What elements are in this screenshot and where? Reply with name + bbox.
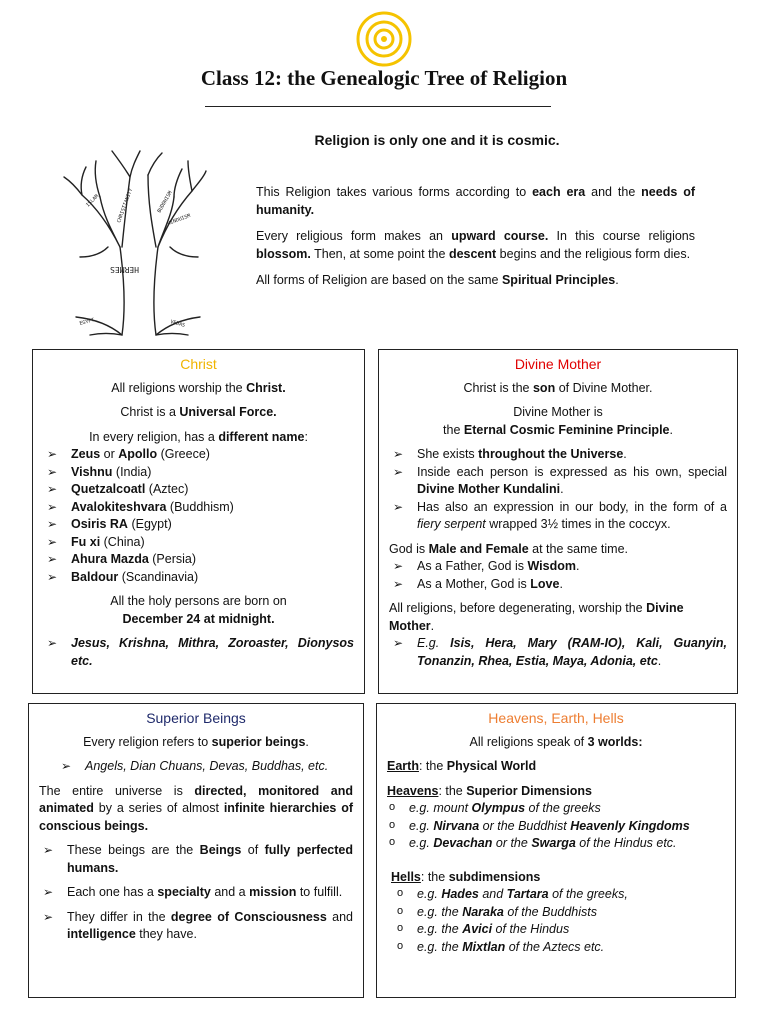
list-item: ➢ Quetzalcoatl (Aztec) [71, 481, 354, 499]
superior-beings-box [28, 703, 364, 998]
christ-line: All religions worship the Christ. [111, 380, 286, 395]
intro-text [256, 183, 695, 297]
intro-paragraph: This Religion takes various forms according to each era and the needs of humanity. [256, 185, 695, 217]
divine-mother-heading: Divine Mother [514, 356, 602, 372]
list-item: ➢ Zeus or Apollo (Greece) [71, 446, 354, 464]
list-item: ➢ As a Mother, God is Love. [417, 576, 727, 594]
list-item: o e.g. Hades and Tartara of the greeks, [417, 886, 725, 904]
svg-text:HINDUISM: HINDUISM [166, 213, 192, 227]
beings-examples [39, 758, 353, 776]
svg-text:VEDAS: VEDAS [169, 319, 186, 329]
title-divider [205, 106, 551, 107]
born-date: December 24 at midnight. [122, 611, 275, 626]
intro-paragraph: Every religious form makes an upward course. In this course religions blossom. Then, at some point the descent begins and the religious form dies. [256, 229, 696, 261]
superior-beings-heading: Superior Beings [146, 710, 246, 726]
page-subtitle: Religion is only one and it is cosmic. [314, 132, 560, 148]
heavens-line: Heavens: the Superior Dimensions [387, 783, 592, 798]
list-item: ➢ Angels, Dian Chuans, Devas, Buddhas, etc. [85, 758, 353, 776]
svg-text:EGYPT: EGYPT [78, 317, 96, 327]
hells-list [387, 886, 725, 956]
list-item: ➢ Inside each person is expressed as his own, special Divine Mother Kundalini. [417, 464, 727, 499]
degenerating-line: All religions, before degenerating, worship the Divine Mother. [389, 601, 684, 633]
worlds-line: All religions speak of 3 worlds: [469, 734, 643, 749]
christ-line: In every religion, has a different name: [89, 429, 308, 444]
hells-line: Hells: the subdimensions [391, 869, 541, 884]
holy-persons-list [43, 635, 354, 670]
christ-names-list [43, 446, 354, 586]
tree-of-religions-icon [60, 147, 208, 337]
list-item: ➢ They differ in the degree of Consciousness and intelligence they have. [67, 909, 353, 944]
list-item: ➢ These beings are the Beings of fully perfected humans. [67, 842, 353, 877]
list-item: o e.g. the Naraka of the Buddhists [417, 904, 725, 922]
universe-paragraph: The entire universe is directed, monitored and animated by a series of almost infinite hierarchies of conscious beings. [39, 783, 354, 833]
list-item: o e.g. Nirvana or the Buddhist Heavenly Kingdoms [409, 818, 725, 836]
beings-line: Every religion refers to superior beings. [83, 734, 309, 749]
svg-text:CHRISTIANITY: CHRISTIANITY [116, 187, 135, 224]
list-item: ➢ Avalokiteshvara (Buddhism) [71, 499, 354, 517]
mother-line: the Eternal Cosmic Feminine Principle. [443, 422, 673, 437]
list-item: o e.g. the Mixtlan of the Aztecs etc. [417, 939, 725, 957]
svg-text:BUDDHISM: BUDDHISM [156, 190, 174, 214]
born-line: All the holy persons are born on [110, 594, 287, 608]
divine-mother-box [378, 349, 738, 694]
god-line: God is Male and Female at the same time. [389, 541, 629, 556]
mother-line: Christ is the son of Divine Mother. [463, 380, 653, 395]
christ-line: Christ is a Universal Force. [120, 405, 277, 419]
intro-paragraph: All forms of Religion are based on the same Spiritual Principles. [256, 273, 619, 287]
list-item: ➢ Ahura Mazda (Persia) [71, 551, 354, 569]
heavens-list [387, 800, 725, 853]
list-item: ➢ Baldour (Scandinavia) [71, 569, 354, 587]
list-item: ➢ E.g. Isis, Hera, Mary (RAM-IO), Kali, Guanyin, Tonanzin, Rhea, Estia, Maya, Adonia, etc. [417, 635, 727, 670]
list-item: o e.g. mount Olympus of the greeks [409, 800, 725, 818]
list-item: ➢ Fu xi (China) [71, 534, 354, 552]
god-bullets [389, 558, 727, 593]
three-worlds-box [376, 703, 736, 998]
concentric-circles-logo-icon [355, 10, 413, 68]
list-item: o e.g. Devachan or the Swarga of the Hindus etc. [409, 835, 725, 853]
beings-bullets [39, 842, 353, 944]
list-item: ➢ Has also an expression in our body, in the form of a fiery serpent wrapped 3½ times in the coccyx. [417, 499, 727, 534]
three-worlds-heading: Heavens, Earth, Hells [488, 710, 624, 726]
mother-line: Divine Mother is [513, 405, 603, 419]
list-item: ➢ As a Father, God is Wisdom. [417, 558, 727, 576]
list-item: ➢ Each one has a specialty and a mission to fulfill. [67, 884, 353, 902]
christ-box [32, 349, 365, 694]
earth-line: Earth: the Physical World [387, 759, 537, 773]
christ-heading: Christ [180, 356, 217, 372]
svg-text:ISLAM: ISLAM [85, 193, 101, 209]
svg-text:HERMES: HERMES [110, 265, 139, 274]
page-title: Class 12: the Genealogic Tree of Religion [200, 66, 568, 90]
list-item: ➢ Osiris RA (Egypt) [71, 516, 354, 534]
list-item: ➢ Jesus, Krishna, Mithra, Zoroaster, Dionysos etc. [71, 635, 354, 670]
list-item: ➢ Vishnu (India) [71, 464, 354, 482]
list-item: ➢ She exists throughout the Universe. [417, 446, 727, 464]
mother-bullets [389, 446, 727, 534]
goddess-list [389, 635, 727, 670]
list-item: o e.g. the Avici of the Hindus [417, 921, 725, 939]
